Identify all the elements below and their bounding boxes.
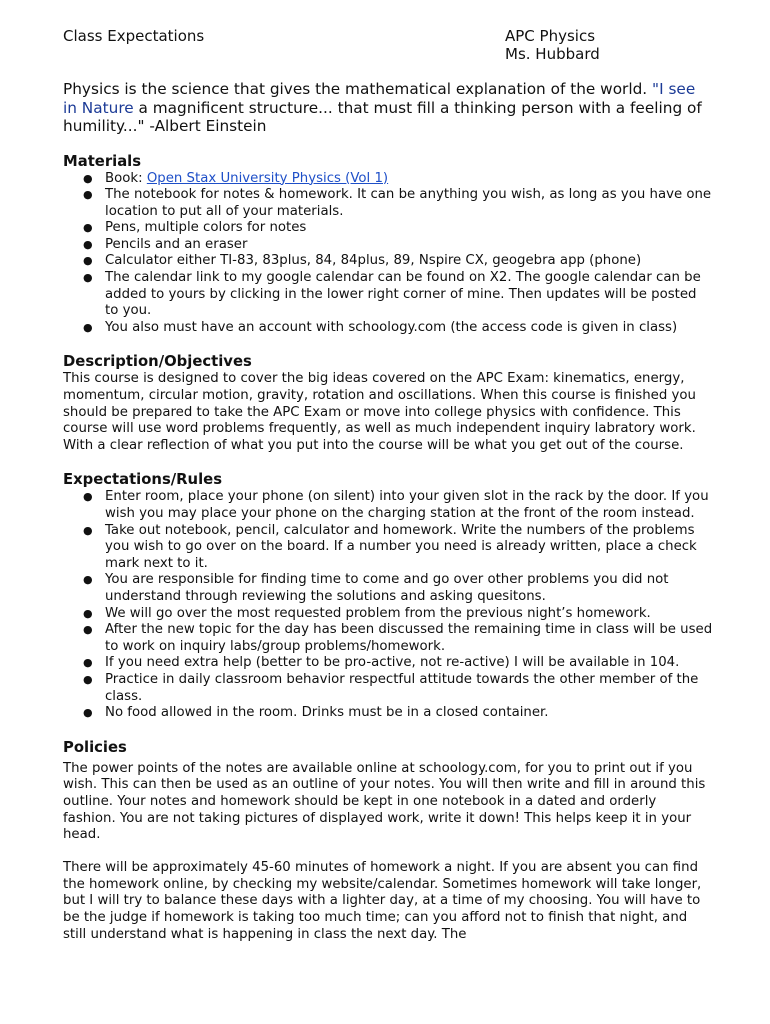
list-item-text: Enter room, place your phone (on silent) into your given slot in the rack by the door. If you wish you may place your phone on the charging station at the front of the room instead. <box>105 489 709 521</box>
bullet-icon: ● <box>83 706 93 720</box>
bullet-icon: ● <box>83 656 93 670</box>
list-item <box>63 270 713 320</box>
materials-section <box>63 153 713 337</box>
list-item-text: The calendar link to my google calendar can be found on X2. The google calendar can be added to yours by clicking in the lower right corner of mine. Then updates will be posted to you. <box>105 270 701 319</box>
list-item <box>63 187 713 220</box>
intro-text: Physics is the science that gives the mathematical explanation of the world. <box>63 80 653 98</box>
course-name: APC Physics <box>505 27 596 45</box>
list-item-text: We will go over the most requested problem from the previous night’s homework. <box>105 605 651 621</box>
list-item-text: You are responsible for finding time to come and go over other problems you did not understand through reviewing the solutions and asking quesitons. <box>105 572 669 604</box>
bullet-icon: ● <box>83 490 93 504</box>
bullet-icon: ● <box>83 606 93 620</box>
bullet-icon: ● <box>83 320 93 334</box>
list-item <box>63 253 713 270</box>
teacher-name: Ms. Hubbard <box>505 45 600 63</box>
bullet-icon: ● <box>83 523 93 537</box>
list-item-text: No food allowed in the room. Drinks must be in a closed container. <box>105 705 549 721</box>
intro-quote: "I see in Nature <box>63 80 696 117</box>
list-item <box>63 655 713 672</box>
list-item-text: Take out notebook, pencil, calculator and homework. Write the numbers of the problems you wish to go over on the board. If a number you need is already written, place a check mark next to it. <box>105 522 697 571</box>
policies-paragraph: There will be approximately 45-60 minutes of homework a night. If you are absent you can find the homework online, by checking my website/calendar. Sometimes homework will take longer, but I will try to balance these days with a lighter day, at a time of my choosing. You will have to be the judge if homework is taking too much time; can you afford not to finish that night, and still understand what is happening in class the next day. The <box>63 860 702 942</box>
policies-paragraph: The power points of the notes are available online at schoology.com, for you to print out if you wish. This can then be used as an outline of your notes. You will then write and fill in around this outline. Your notes and homework should be kept in one notebook in a dated and orderly fashion. You are not taking pictures of displayed work, write it down! This helps keep it in your head. <box>63 760 706 843</box>
document-title: Class Expectations <box>63 27 205 45</box>
expectations-list <box>63 489 713 721</box>
description-section <box>63 353 713 454</box>
book-prefix: Book: <box>105 170 147 186</box>
intro-text-after: a magnificent structure... that must fill a thinking person with a feeling of humility..." -Albert Einstein <box>63 98 702 135</box>
bullet-icon: ● <box>83 237 93 251</box>
list-item-text: Practice in daily classroom behavior respectful attitude towards the other member of the class. <box>105 671 699 704</box>
list-item-text: The notebook for notes & homework. It can be anything you wish, as long as you have one location to put all of your materials. <box>105 187 712 219</box>
bullet-icon: ● <box>83 573 93 587</box>
document-header <box>63 27 713 67</box>
list-item <box>63 220 713 237</box>
course-info <box>505 27 600 63</box>
bullet-icon: ● <box>83 672 93 686</box>
list-item <box>63 622 713 655</box>
document-page <box>63 27 713 943</box>
list-item <box>63 171 713 188</box>
list-item <box>63 705 713 722</box>
policies-heading: Policies <box>63 738 127 756</box>
expectations-heading: Expectations/Rules <box>63 471 223 489</box>
bullet-icon: ● <box>83 254 93 268</box>
materials-heading: Materials <box>63 152 142 170</box>
bullet-icon: ● <box>83 221 93 235</box>
list-item-text: Calculator either TI-83, 83plus, 84, 84plus, 89, Nspire CX, geogebra app (phone) <box>105 253 642 269</box>
list-item-text: After the new topic for the day has been discussed the remaining time in class will be used to work on inquiry labs/group problems/homework. <box>105 622 713 654</box>
list-item <box>63 237 713 254</box>
list-item-text: Pencils and an eraser <box>105 236 248 252</box>
bullet-icon: ● <box>83 271 93 285</box>
list-item <box>63 672 713 705</box>
textbook-link[interactable]: Open Stax University Physics (Vol 1) <box>146 170 389 186</box>
policies-section <box>63 739 713 944</box>
list-item-text: If you need extra help (better to be pro-active, not re-active) I will be available in 104. <box>105 655 680 671</box>
materials-list <box>63 171 713 337</box>
list-item-text: Pens, multiple colors for notes <box>105 220 307 236</box>
list-item <box>63 320 713 337</box>
description-heading: Description/Objectives <box>63 353 252 371</box>
paragraph-spacer <box>63 844 713 861</box>
list-item <box>63 572 713 605</box>
bullet-icon: ● <box>83 188 93 202</box>
bullet-icon: ● <box>83 623 93 637</box>
list-item <box>63 606 713 623</box>
list-item-text: You also must have an account with schoology.com (the access code is given in class) <box>105 319 678 335</box>
list-item <box>63 489 713 522</box>
bullet-icon: ● <box>83 171 93 185</box>
list-item <box>63 523 713 573</box>
intro-paragraph <box>63 80 713 136</box>
description-text: This course is designed to cover the big ideas covered on the APC Exam: kinematics, energy, momentum, circular motion, gravity, rotation and oscillations. When this course is finished you should be prepared to take the APC Exam or move into college physics with confidence. This course will use word problems frequently, as well as much independent inquiry labratory work. With a clear reflection of what you put into the course will be what you get out of the course. <box>63 371 696 453</box>
expectations-section <box>63 471 713 721</box>
